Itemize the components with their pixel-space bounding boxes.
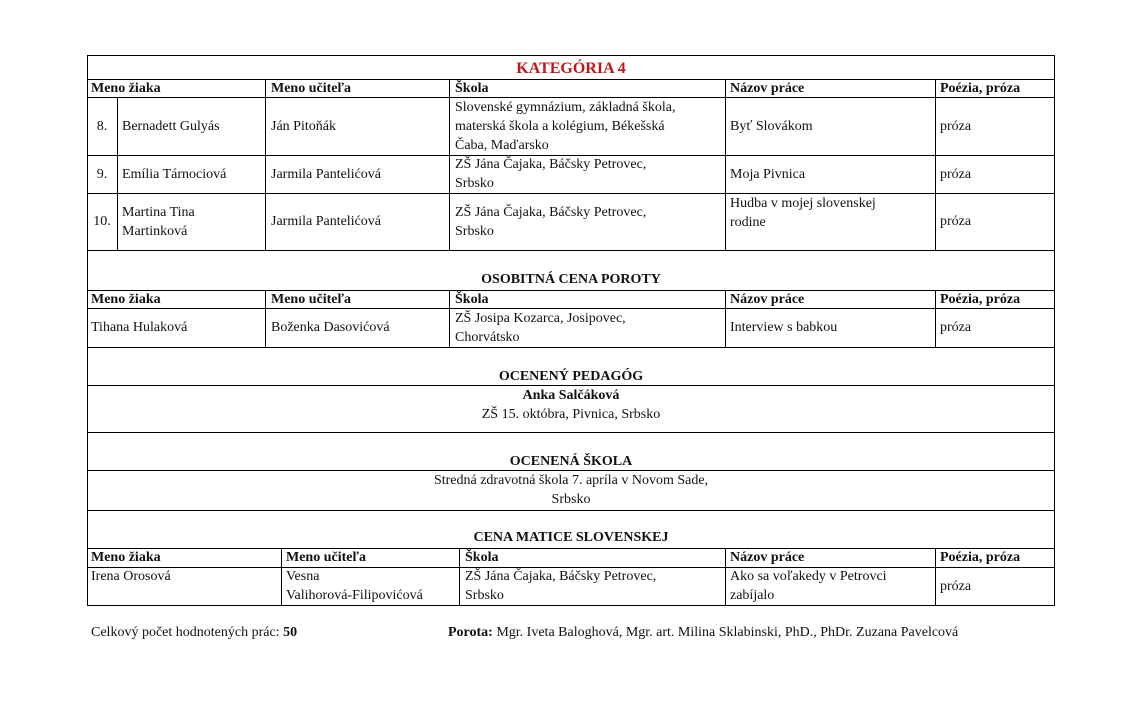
work-title: Moja Pivnica: [730, 166, 806, 182]
genre: próza: [940, 579, 972, 594]
teacher-name: Ján Pitoňák: [271, 118, 336, 134]
col-header-school: Škola: [455, 81, 489, 96]
school-name: Slovenské gymnázium, základná škola, materská škola a kolégium, Békešská Čaba, Maďarsko: [455, 100, 676, 153]
evaluated-count: Celkový počet hodnotených prác: 50: [91, 625, 298, 640]
awarded-school-line: Stredná zdravotná škola 7. apríla v Novom Sade,: [433, 473, 709, 488]
section-title-matica-prize: CENA MATICE SLOVENSKEJ: [473, 530, 669, 545]
col-header-work: Názov práce: [730, 292, 805, 307]
student-name: Bernadett Gulyás: [122, 118, 220, 134]
school-name: ZŠ Jána Čajaka, Báčsky Petrovec, Srbsko: [465, 569, 657, 603]
genre: próza: [940, 320, 972, 335]
col-header-work: Názov práce: [730, 81, 805, 96]
work-title: Hudba v mojej slovenskej rodine: [730, 196, 876, 230]
genre: próza: [940, 166, 972, 182]
teacher-name: Boženka Dasovićová: [271, 320, 390, 335]
col-header-student: Meno žiaka: [91, 550, 161, 565]
teacher-name: Jarmila Pantelićová: [271, 214, 382, 229]
student-name: Martina Tina Martinková: [122, 205, 195, 239]
genre: próza: [940, 118, 972, 134]
work-title: Interview s babkou: [730, 320, 838, 335]
section-title-teacher-award: OCENENÝ PEDAGÓG: [498, 369, 644, 384]
jury-members: Porota: Mgr. Iveta Baloghová, Mgr. art. Milina Sklabinski, PhD., PhDr. Zuzana Pavelcová: [448, 625, 959, 640]
student-name: Tihana Hulaková: [91, 320, 188, 335]
genre: próza: [940, 214, 972, 229]
school-name: ZŠ Jána Čajaka, Báčsky Petrovec, Srbsko: [455, 205, 647, 239]
student-name: Emília Tárnociová: [122, 166, 227, 182]
student-name: Irena Orosová: [91, 569, 171, 584]
col-header-student: Meno žiaka: [91, 81, 161, 96]
category-title: KATEGÓRIA 4: [516, 60, 626, 77]
col-header-teacher: Meno učiteľa: [286, 550, 367, 565]
section-title-school-award: OCENENÁ ŠKOLA: [509, 454, 633, 469]
work-title: Ako sa voľakedy v Petrovci zabíjalo: [730, 569, 887, 603]
col-header-teacher: Meno učiteľa: [271, 292, 352, 307]
col-header-teacher: Meno učiteľa: [271, 81, 352, 96]
col-header-genre: Poézia, próza: [940, 550, 1021, 565]
row-number: 8.: [96, 118, 108, 134]
awarded-school-line: Srbsko: [551, 492, 591, 507]
teacher-name: Jarmila Pantelićová: [271, 166, 382, 182]
col-header-student: Meno žiaka: [91, 292, 161, 307]
awarded-teacher-school: ZŠ 15. októbra, Pivnica, Srbsko: [481, 407, 661, 422]
section-title-jury-prize: OSOBITNÁ CENA POROTY: [481, 272, 661, 287]
school-name: ZŠ Josipa Kozarca, Josipovec, Chorvátsko: [455, 311, 626, 345]
school-name: ZŠ Jána Čajaka, Báčsky Petrovec, Srbsko: [455, 157, 647, 191]
teacher-name: Vesna Valihorová-Filipovićová: [286, 569, 423, 603]
col-header-school: Škola: [465, 550, 499, 565]
col-header-genre: Poézia, próza: [940, 292, 1021, 307]
row-number: 10.: [93, 214, 111, 229]
col-header-school: Škola: [455, 292, 489, 307]
row-number: 9.: [96, 166, 108, 182]
col-header-work: Názov práce: [730, 550, 805, 565]
work-title: Byť Slovákom: [730, 118, 813, 134]
awarded-teacher-name: Anka Salčáková: [522, 388, 620, 403]
col-header-genre: Poézia, próza: [940, 81, 1021, 96]
